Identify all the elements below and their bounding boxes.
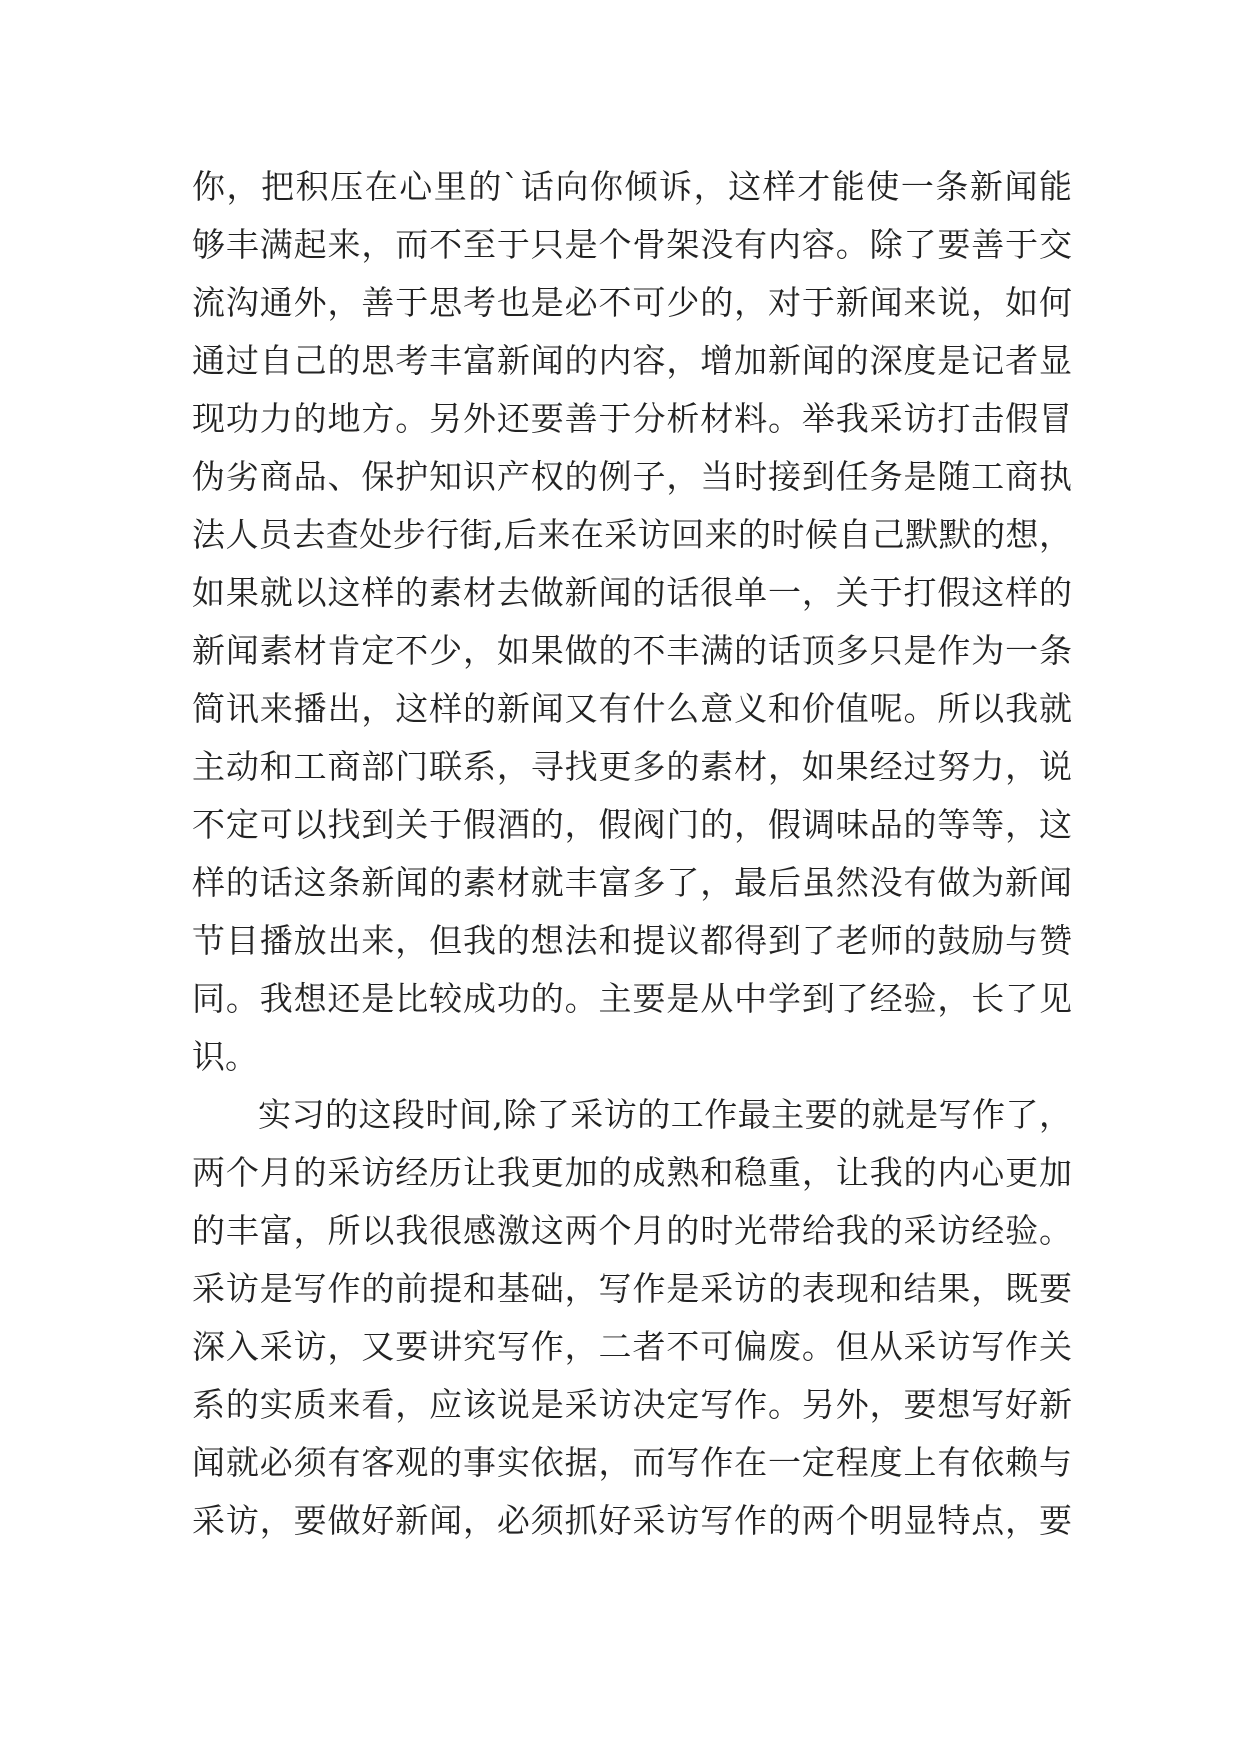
text-line: 的丰富，所以我很感激这两个月的时光带给我的采访经验。 xyxy=(192,1211,1072,1250)
text-line: 通过自己的思考丰富新闻的内容，增加新闻的深度是记者显 xyxy=(192,341,1072,380)
text-line: 实习的这段时间,除了采访的工作最主要的就是写作了， xyxy=(258,1095,1072,1134)
text-line: 节目播放出来，但我的想法和提议都得到了老师的鼓励与赞 xyxy=(192,921,1072,960)
paragraph xyxy=(192,1086,1072,1550)
text-line: 系的实质来看，应该说是采访决定写作。另外，要想写好新 xyxy=(192,1385,1072,1424)
text-line: 采访是写作的前提和基础，写作是采访的表现和结果，既要 xyxy=(192,1269,1072,1308)
text-line: 主动和工商部门联系，寻找更多的素材，如果经过努力，说 xyxy=(192,747,1072,786)
text-line: 新闻素材肯定不少，如果做的不丰满的话顶多只是作为一条 xyxy=(192,631,1072,670)
text-line: 法人员去查处步行街,后来在采访回来的时候自己默默的想， xyxy=(192,515,1072,554)
text-line: 闻就必须有客观的事实依据，而写作在一定程度上有依赖与 xyxy=(192,1443,1072,1482)
text-line: 现功力的地方。另外还要善于分析材料。举我采访打击假冒 xyxy=(192,399,1072,438)
text-line: 两个月的采访经历让我更加的成熟和稳重，让我的内心更加 xyxy=(192,1153,1072,1192)
text-line: 识。 xyxy=(192,1037,258,1076)
text-line: 伪劣商品、保护知识产权的例子，当时接到任务是随工商执 xyxy=(192,457,1072,496)
paragraph xyxy=(192,158,1072,1086)
text-line: 同。我想还是比较成功的。主要是从中学到了经验，长了见 xyxy=(192,979,1072,1018)
text-line: 够丰满起来，而不至于只是个骨架没有内容。除了要善于交 xyxy=(192,225,1072,264)
text-line: 不定可以找到关于假酒的，假阀门的，假调味品的等等，这 xyxy=(192,805,1072,844)
text-line: 如果就以这样的素材去做新闻的话很单一，关于打假这样的 xyxy=(192,573,1072,612)
text-line: 简讯来播出，这样的新闻又有什么意义和价值呢。所以我就 xyxy=(192,689,1072,728)
text-line: 样的话这条新闻的素材就丰富多了，最后虽然没有做为新闻 xyxy=(192,863,1072,902)
body-text xyxy=(192,158,1072,1550)
text-line: 你，把积压在心里的`话向你倾诉，这样才能使一条新闻能 xyxy=(192,167,1072,206)
text-line: 采访，要做好新闻，必须抓好采访写作的两个明显特点，要 xyxy=(192,1501,1072,1540)
text-line: 深入采访，又要讲究写作，二者不可偏废。但从采访写作关 xyxy=(192,1327,1072,1366)
text-line: 流沟通外，善于思考也是必不可少的，对于新闻来说，如何 xyxy=(192,283,1072,322)
